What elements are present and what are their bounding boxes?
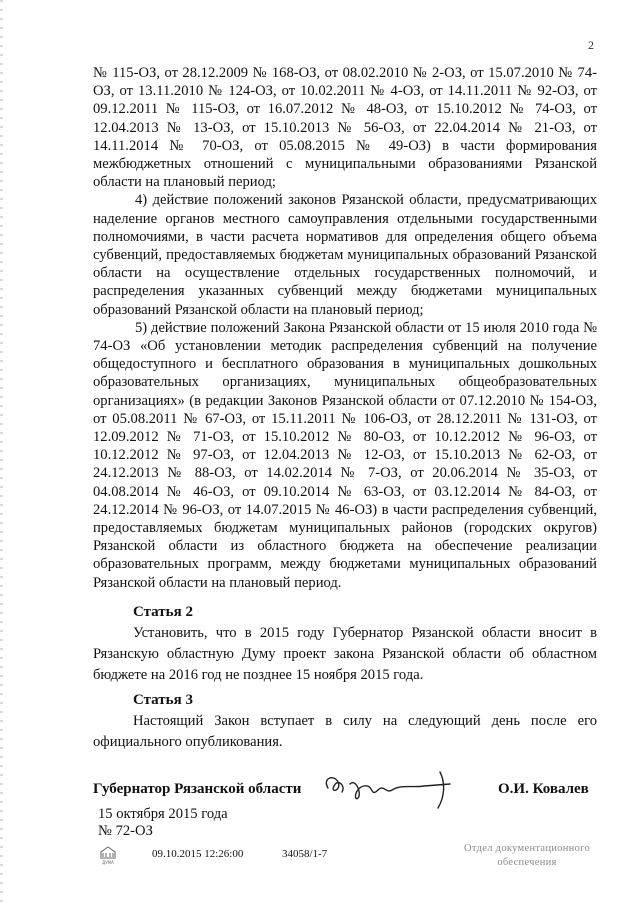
- page-number: 2: [588, 38, 594, 52]
- department-stamp: [452, 842, 602, 870]
- article-3-paragraph: Настоящий Закон вступает в силу на следующий день после его официального опубликования.: [93, 713, 597, 750]
- article-3-text: [93, 711, 597, 753]
- article-2-heading: Статья 2: [133, 604, 193, 620]
- registration-id: 34058/1-7: [282, 848, 328, 860]
- article-2-paragraph: Установить, что в 2015 году Губернатор Рязанской области вносит в Рязанскую областную Думу проект закона Рязанской области об областном бюджете на 2016 год не позднее 15 ноября 2015 года.: [93, 625, 597, 683]
- article-3-heading: Статья 3: [133, 692, 193, 708]
- scan-edge-artifact: [0, 0, 3, 905]
- handwritten-signature: [320, 764, 480, 814]
- registration-timestamp: 09.10.2015 12:26:00: [152, 848, 244, 860]
- paragraph-3-continuation: № 115-ОЗ, от 28.12.2009 № 168-ОЗ, от 08.02.2010 № 2-ОЗ, от 15.07.2010 № 74-ОЗ, от 13.11.2010 № 124-ОЗ, от 10.02.2011 № 4-ОЗ, от 14.11.2011 № 92-ОЗ, от 09.12.2011 № 115-ОЗ, от 16.07.2012 № 48-ОЗ, от 15.10.2012 № 74-ОЗ, от 12.04.2013 № 13-ОЗ, от 15.10.2013 № 56-ОЗ, от 22.04.2014 № 21-ОЗ, от 14.11.2014 № 70-ОЗ, от 05.08.2015 № 49-ОЗ) в части формирования межбюджетных отношений с муниципальными образованиями Рязанской области на плановый период;: [93, 65, 597, 191]
- signer-name: О.И. Ковалев: [498, 781, 589, 797]
- paragraph-4: 4) действие положений законов Рязанской области, предусматривающих наделение органов местного самоуправления отдельными государственными полномочиями, в части расчета нормативов для определения общего объема субвенций, предоставляемых бюджетам муниципальных образований Рязанской области на осуществление отдельных государственных полномочий, и распределения указанных субвенций между бюджетами муниципальных образований Рязанской области на плановый период;: [93, 192, 597, 318]
- law-body: [93, 64, 597, 592]
- law-date: 15 октября 2015 года: [98, 806, 228, 822]
- stamp-line-1: Отдел документационного: [463, 843, 591, 854]
- article-2-text: [93, 623, 597, 686]
- duma-logo-icon: [98, 843, 118, 865]
- stamp-line-2: обеспечения: [497, 857, 557, 868]
- signer-title: Губернатор Рязанской области: [93, 781, 302, 797]
- duma-logo-text: ДУМА: [102, 860, 114, 865]
- paragraph-5: 5) действие положений Закона Рязанской области от 15 июля 2010 года № 74-ОЗ «Об установлении методик распределения субвенций на получение общедоступного и бесплатного образования в муниципальных дошкольных образовательных организациях, муниципальных общеобразовательных организациях» (в редакции Законов Рязанской области от 07.12.2010 № 154-ОЗ, от 05.08.2011 № 67-ОЗ, от 15.11.2011 № 106-ОЗ, от 28.12.2011 № 131-ОЗ, от 12.09.2012 № 71-ОЗ, от 15.10.2012 № 80-ОЗ, от 10.12.2012 № 96-ОЗ, от 10.12.2012 № 97-ОЗ, от 12.04.2013 № 12-ОЗ, от 15.10.2013 № 62-ОЗ, от 24.12.2013 № 88-ОЗ, от 14.02.2014 № 7-ОЗ, от 20.06.2014 № 35-ОЗ, от 04.08.2014 № 46-ОЗ, от 09.10.2014 № 63-ОЗ, от 03.12.2014 № 84-ОЗ, от 24.12.2014 № 96-ОЗ, от 14.07.2015 № 46-ОЗ) в части распределения субвенций, предоставляемых бюджетам муниципальных районов (городских округов) Рязанской области из областного бюджета на обеспечение реализации образовательных программ, между бюджетами муниципальных образований Рязанской области на плановый период.: [93, 319, 597, 591]
- law-number: № 72-ОЗ: [98, 823, 153, 839]
